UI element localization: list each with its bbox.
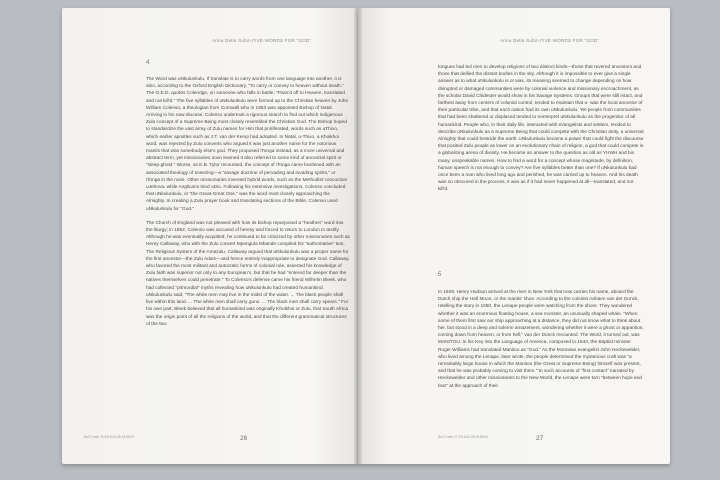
paragraph: The Word was uNkulunkulu. If translate is to carry words from one language into another, it is also, according to the Oxford English Dictionary, "To carry or convey to heaven without death." The O.E.D. quotes Coleridge, on someone who falls in battle, "Pass'd off to Heaven, translated and not kill'd." The five syllables of uNkulunkulu were formed up to the Christian heaven by John William Colenso, a theologian from Cornwall who in 1853 was appointed Bishop of Natal. Arriving in his new diocese, Colenso undertook a rigorous search to find out which indigenous Zulu concept of a Supreme Being most closely resembled the Christian God. The Bishop hoped to standardize the vast array of Zulu names for Him that proliferated, words such as uThixo, which earlier apostles such as J.T. van der Kemp had adopted. In Natal, u-Thixo, a Khoikhoi word, was rejected by Zulu converts who argued it was just another name for the notorious mantis that was somebody else's god. They proposed iTonga instead, as a more universal and abstract term, yet missionaries soon learned it also referred to some kind of ancestral spirit or "sleep-ghost." Worse, as E.B. Tylor recounted, the concept of iTonga came burdened with an associated theology of sneezing—a "savage doctrine of pervading and invading spirits," or iTonga in the nose. Other missionaries invented hybrid words, such as the Methodist concoction uJehova, while Anglicans tried uDio. Following his extensive investigations, Colenso concluded that uNkulunkulu, or "the Great-Great One," was the word most closely approaching the Almighty. In creating a Zulu prayer book and translating sections of the Bible, Colenso used uNkulunkulu for "God.": [146, 77, 349, 212]
page-number: 27: [536, 435, 544, 442]
book-gutter: [354, 8, 362, 464]
body-text: [146, 76, 350, 438]
paragraph: The Church of England was not pleased with how its bishop repurposed a "heathen" word into the liturgy; in 1862, Colenso was accused of heresy and forced to return to London to testify. Although he was eventually acquitted, he continued to be criticized by other missionaries such as Henry Callaway, who with the Zulu convert Mpengula Mbande compiled his "authoritative" text, The Religious System of the Amazulu. Callaway argued that uNkulunkulu was a proper name for the first ancestor—the Zulu Adam—and hence entirely inappropriate to designate God. Callaway, who favored the most militant and autocratic forms of colonial rule, asserted his knowledge of Zulu faith was superior not only to any European's, but that he had "entered far deeper than the natives themselves could penetrate." To Colenso's defense came his friend Wilhelm Bleek, who had collected "primordial" myths revealing how uNkulunkulu had created humankind. uNkulunkulu said, "The white men may live in the midst of the water. ... The black people shall live within this land. ... The white men shall carry guns. ... The black men shall carry spears." For his own part, Bleek believed that all humankind was originally Khoikhoi or Zulu, that South Africa was the origin point of all the religions of the world, and that the different grammatical structures of the two: [146, 220, 350, 327]
paragraph: tongues had led men to develop religions of two distinct kinds—those that revered ancestors and those that deified the distant bodies in the sky. Although it is impossible to ever give a single answer as to what uNkulunkulu is or was, its meaning seemed to change depending on how disrupted or damaged communities were by colonial violence and missionary encroachment, as the scholar David Chidester would show in his Savage Systems. Groups that were still intact, and farthest away from centers of colonial control, tended to maintain that u- was the local ancestor of their particular tribe, and that each nation had its own uNkulunkulu. Yet people from communities that had been shattered or displaced tended to reinterpret uNkulunkulu as the progenitor of all humankind. People who, in their daily life, interacted with evangelists and settlers, tended to describe uNkulunkulu as a Supreme Being that could compete with the Christian deity, a universal Almighty that could bestride the earth. uNkulunkulu became a power that could fight the discourse that posited Zulu people as lower on an evolutionary chain of religion, a god that could compete in a globalizing arena of divinity. He became an answer to the question as old as YHWH and his many, unspeakable names. How to find a word for a concept whose magnitude, by definition, human speech is not enough to convey? Are five syllables better than one? If uNkulunkulu had once been a man who lived long ago and perished, he was carried up to heaven. And his death was so obscured in the process, it was as if it had never happened at all—translated, and not kill'd.: [438, 65, 644, 193]
section-number: 5: [438, 272, 442, 278]
open-book: [62, 8, 670, 470]
left-page: [62, 8, 358, 464]
imprint-line: Bul71.indb 26 2018-02-08 16:58:33: [84, 435, 134, 439]
section-number: 4: [146, 60, 150, 66]
running-head: Anna Della Subin FIVE WORDS FOR "GOD": [212, 38, 312, 43]
body-text-bottom: [438, 289, 644, 437]
paragraph: In 1609, Henry Hudson arrived at the river in New York that now carries his name, aboard the Dutch ship the Half Moon, or the mantis' shoe. According to the colonist Adriaen van der Donck, retelling the story in 1650, the Lenape people were watching from the shore. They wondered whether it was an enormous floating house, a sea monster, an unusually shaped whale. "When some of them first saw our ship approaching at a distance, they did not know what to think about her, but stood in a deep and solemn amazement, wondering whether it were a ghost or apparition, coming down from heaven, or from hell," van der Donck recounted. The Word, it turned out, was MANITOU. In his Key into the Language of America, composed in 1643, the Baptist minister Roger Williams had translated Manitou as "God." As the Moravian evangelist John Heckewelder, who lived among the Lenape, later wrote, the people determined the mysterious craft was "a remarkably large house in which the Manitou (the Great or Supreme Being) himself was present, and that he was probably coming to visit them." In such accounts of "first contact" narrated by Heckewelder and other missionaries to the New World, the Lenape were torn "between hope and fear" at the approach of their: [438, 290, 644, 389]
body-text-top: [438, 64, 644, 260]
imprint-line: Bul71.indb 27 2018-02-08 16:58:34: [438, 435, 488, 439]
running-head: Anna Della Subin FIVE WORDS FOR "GOD": [500, 38, 600, 43]
page-number: 26: [240, 435, 248, 442]
right-page: [358, 8, 670, 464]
